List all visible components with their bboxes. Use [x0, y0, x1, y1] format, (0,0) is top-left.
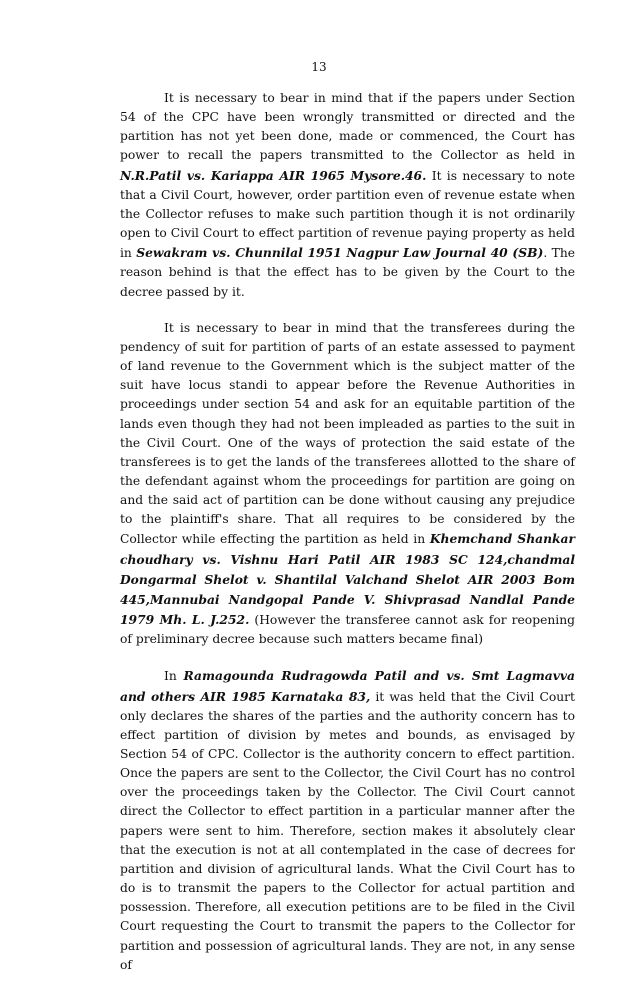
case-citation: Sewakram vs. Chunnilal 1951 Nagpur Law Journal 40 (SB): [136, 245, 544, 261]
paragraph-3: [120, 666, 575, 975]
text-run: It is necessary to note that a Civil Court, however, order partition even of revenue estate when the Collector refuses to make such partition though it is not ordinarily open to Civil Court to effect partition of revenue paying property as held in: [120, 168, 575, 261]
paragraph-2: [120, 319, 575, 650]
case-citation: Ramagounda Rudragowda Patil and vs. Smt Lagmavva and others AIR 1985 Karnataka 83,: [120, 668, 575, 704]
page-number: 13: [311, 60, 327, 74]
text-run: . The reason behind is that the effect has to be given by the Court to the decree passed by it.: [120, 246, 576, 299]
text-run: (However the transferee cannot ask for reopening of preliminary decree because such matters became final): [120, 613, 575, 647]
document-body: [120, 89, 575, 992]
text-run: it was held that the Civil Court only declares the shares of the parties and the authority concern has to effect partition of division by metes and bounds, as envisaged by Section 54 of CPC. Collector is the authority concern to effect partition. Once the papers are sent to the Collector, the Civil Court has no control over the proceedings taken by the Collector. The Civil Court cannot direct the Collector to effect partition in a particular manner after the papers were sent to him. Therefore, section makes it absolutely clear that the execution is not at all contemplated in the case of decrees for partition and division of agricultural lands. What the Civil Court has to do is to transmit the papers to the Collector for actual partition and possession. Therefore, all execution petitions are to be filed in the Civil Court requesting the Court to transmit the papers to the Collector for partition and possession of agricultural lands. They are not, in any sense of: [120, 689, 575, 972]
text-run: In: [164, 669, 184, 684]
case-citation: Khemchand Shankar choudhary vs. Vishnu Hari Patil AIR 1983 SC 124,chandmal Dongarmal Shelot v. Shantilal Valchand Shelot AIR 2003 Bom 445,Mannubai Nandgopal Pande V. Shivprasad Nandlal Pande 1979 Mh. L. J.252.: [120, 531, 576, 628]
text-run: It is necessary to bear in mind that if the papers under Section 54 of the CPC have been wrongly transmitted or directed and the partition has not yet been done, made or commenced, the Court has power to recall the papers transmitted to the Collector as held in: [120, 91, 575, 163]
text-run: It is necessary to bear in mind that the transferees during the pendency of suit for partition of parts of an estate assessed to payment of land revenue to the Government which is the subject matter of the suit have locus standi to appear before the Revenue Authorities in proceedings under section 54 and ask for an equitable partition of the lands even though they had not been impleaded as parties to the suit in the Civil Court. One of the ways of protection the said estate of the transferees is to get the lands of the transferees allotted to the share of the defendant against whom the proceedings for partition are going on and the said act of partition can be done without causing any prejudice to the plaintiff's share. That all requires to be considered by the Collector while effecting the partition as held in: [120, 320, 575, 547]
case-citation: N.R.Patil vs. Kariappa AIR 1965 Mysore.46.: [120, 167, 427, 183]
paragraph-1: [120, 89, 575, 302]
